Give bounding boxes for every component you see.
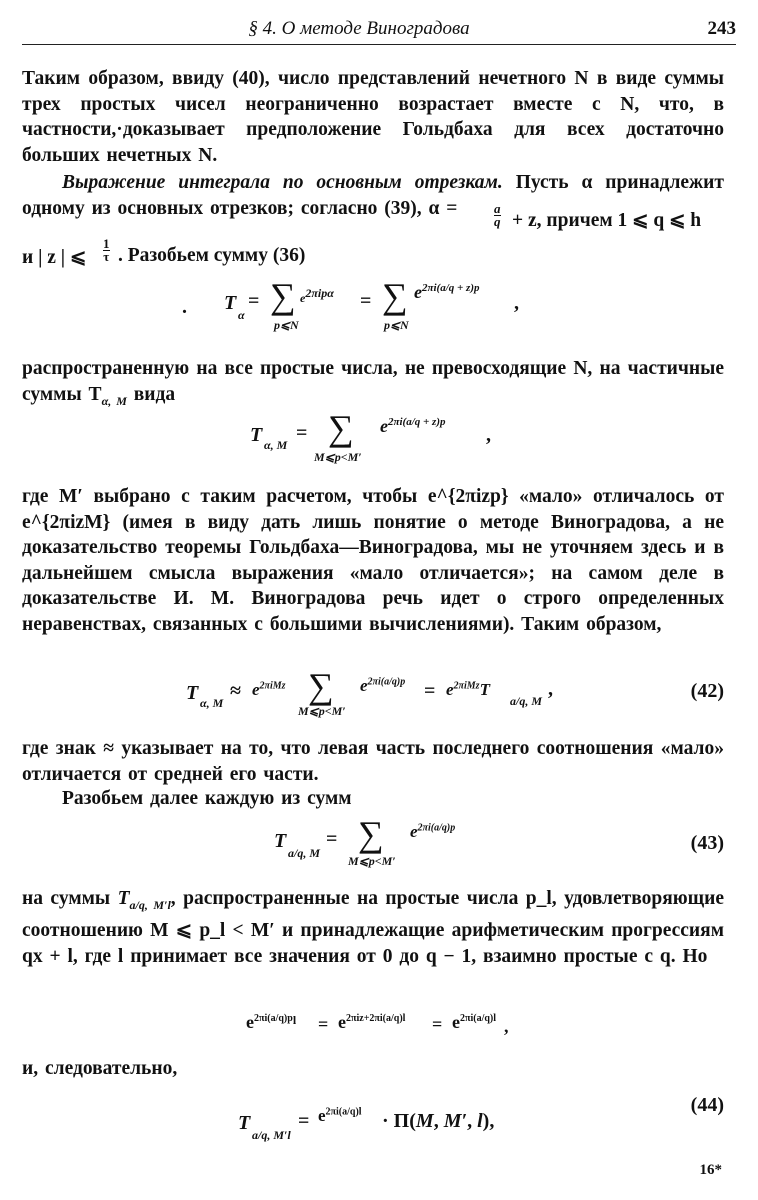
paragraph-4: где M′ выбрано с таким расчетом, чтобы e^{2πizp} «мало» отличалось от e^{2πizM} (имея в виду дать лишь понятие о методе Виноградова, а не доказательство теоремы Гольдбаха—Виноградова, мы не уточняем здесь и в дальнейшем смысла выражения «мало отличается»; на самом деле в доказательстве И. М. Виноградова речь идет о строго определенных неравенствах, связанных с большими вычислениями). Таким образом, <box>22 486 724 635</box>
p2-text-d: . Разобьем сумму (36) <box>118 245 306 266</box>
paragraph-1: Таким образом, ввиду (40), число представлений нечетного N в виде суммы трех простых чисел неограниченно возрастает вместе с N, что, в частности,·доказывает предположение Гольдбаха для всех достаточно больших нечетных N. <box>22 68 724 166</box>
signature-mark: 16* <box>699 1162 722 1178</box>
section-heading: Выражение интеграла по основным отрезкам. <box>62 172 503 193</box>
running-header <box>22 14 736 45</box>
frac-a-q: $\frac{a}{q}$ <box>494 201 501 229</box>
paragraph-3: распространенную на все простые числа, не превосходящие N, на частичные суммы $T_{\alpha, M}$ вида <box>22 358 724 408</box>
eq-number-44: (44) <box>690 1094 724 1116</box>
paragraph-7: на суммы $T_{a/q, M'l}$, распространенные на простые числа p_l, удовлетворяющие соотношению M ⩽ p_l < M′ и принадлежащие арифметическим прогрессиям qx + l, где l принимает все значения от 0 до q − 1, взаимно простые с q. Но <box>22 888 725 967</box>
paragraph-8: и, следовательно, <box>22 1058 178 1079</box>
p7-text-a: на суммы <box>22 888 111 909</box>
p7-text-b: распространенные на простые числа p_l, удовлетворяющие соотношению M ⩽ p_l < M′ и принадлежащие арифметическим прогрессиям qx + l, где l принимает все значения от 0 до q − 1, взаимно простые с q. Но <box>22 888 725 967</box>
page-number: 243 <box>707 18 736 39</box>
equation-t-alpha-m: T α, M = ∑ M⩽p<M′ $e^{2\pi i(a/q + z)p}$ , <box>250 408 491 464</box>
p2-text-c: и | z | ⩽ <box>22 247 87 268</box>
frac-1-tau: $\frac{1}{\tau}$ <box>103 236 110 264</box>
paragraph-5: где знак ≈ указывает на то, что левая часть последнего соотношения «мало» отличается от средней его части. <box>22 738 724 785</box>
p3-text: распространенную на все простые числа, не превосходящие N, на частичные суммы T <box>22 358 724 405</box>
eq-number-42: (42) <box>690 680 724 702</box>
paragraph-6: Разобьем далее каждую из сумм <box>62 788 352 809</box>
header-title: § 4. О методе Виноградова <box>248 18 470 39</box>
p2-text-b: + z, причем 1 ⩽ q ⩽ h <box>512 210 702 231</box>
equation-43: T a/q, M = ∑ M⩽p<M′ $e^{2\pi i(a/q)p}$ <box>274 814 456 868</box>
eq-number-43: (43) <box>690 832 724 854</box>
equation-42: T α, M ≈ $e^{2\pi iMz}$ ∑ M⩽p<M′ $e^{2\pi i(a/q)p}$ = $e^{2\pi iMz}T$ a/q, M , <box>186 666 553 718</box>
p3-tail: вида <box>133 383 176 405</box>
p2-text-a: Пусть α принадлежит одному из основных отрезков; согласно (39), α = <box>22 172 724 219</box>
equation-44: T a/q, M′l = $e^{2\pi i(a/q)l}$ · Π(M, M′, l), <box>238 1106 495 1142</box>
equation-t-alpha: . T α = ∑ $e^{2\pi ip\alpha}$ p⩽N = ∑ $e^{2\pi i(a/q + z)p}$ p⩽N , <box>182 276 519 332</box>
equation-exponent-identity: $e^{2\pi i(a/q)p_l}$ = $e^{2\pi iz+2\pi i(a/q)l}$ = $e^{2\pi i(a/q)l}$ , <box>246 1012 509 1036</box>
